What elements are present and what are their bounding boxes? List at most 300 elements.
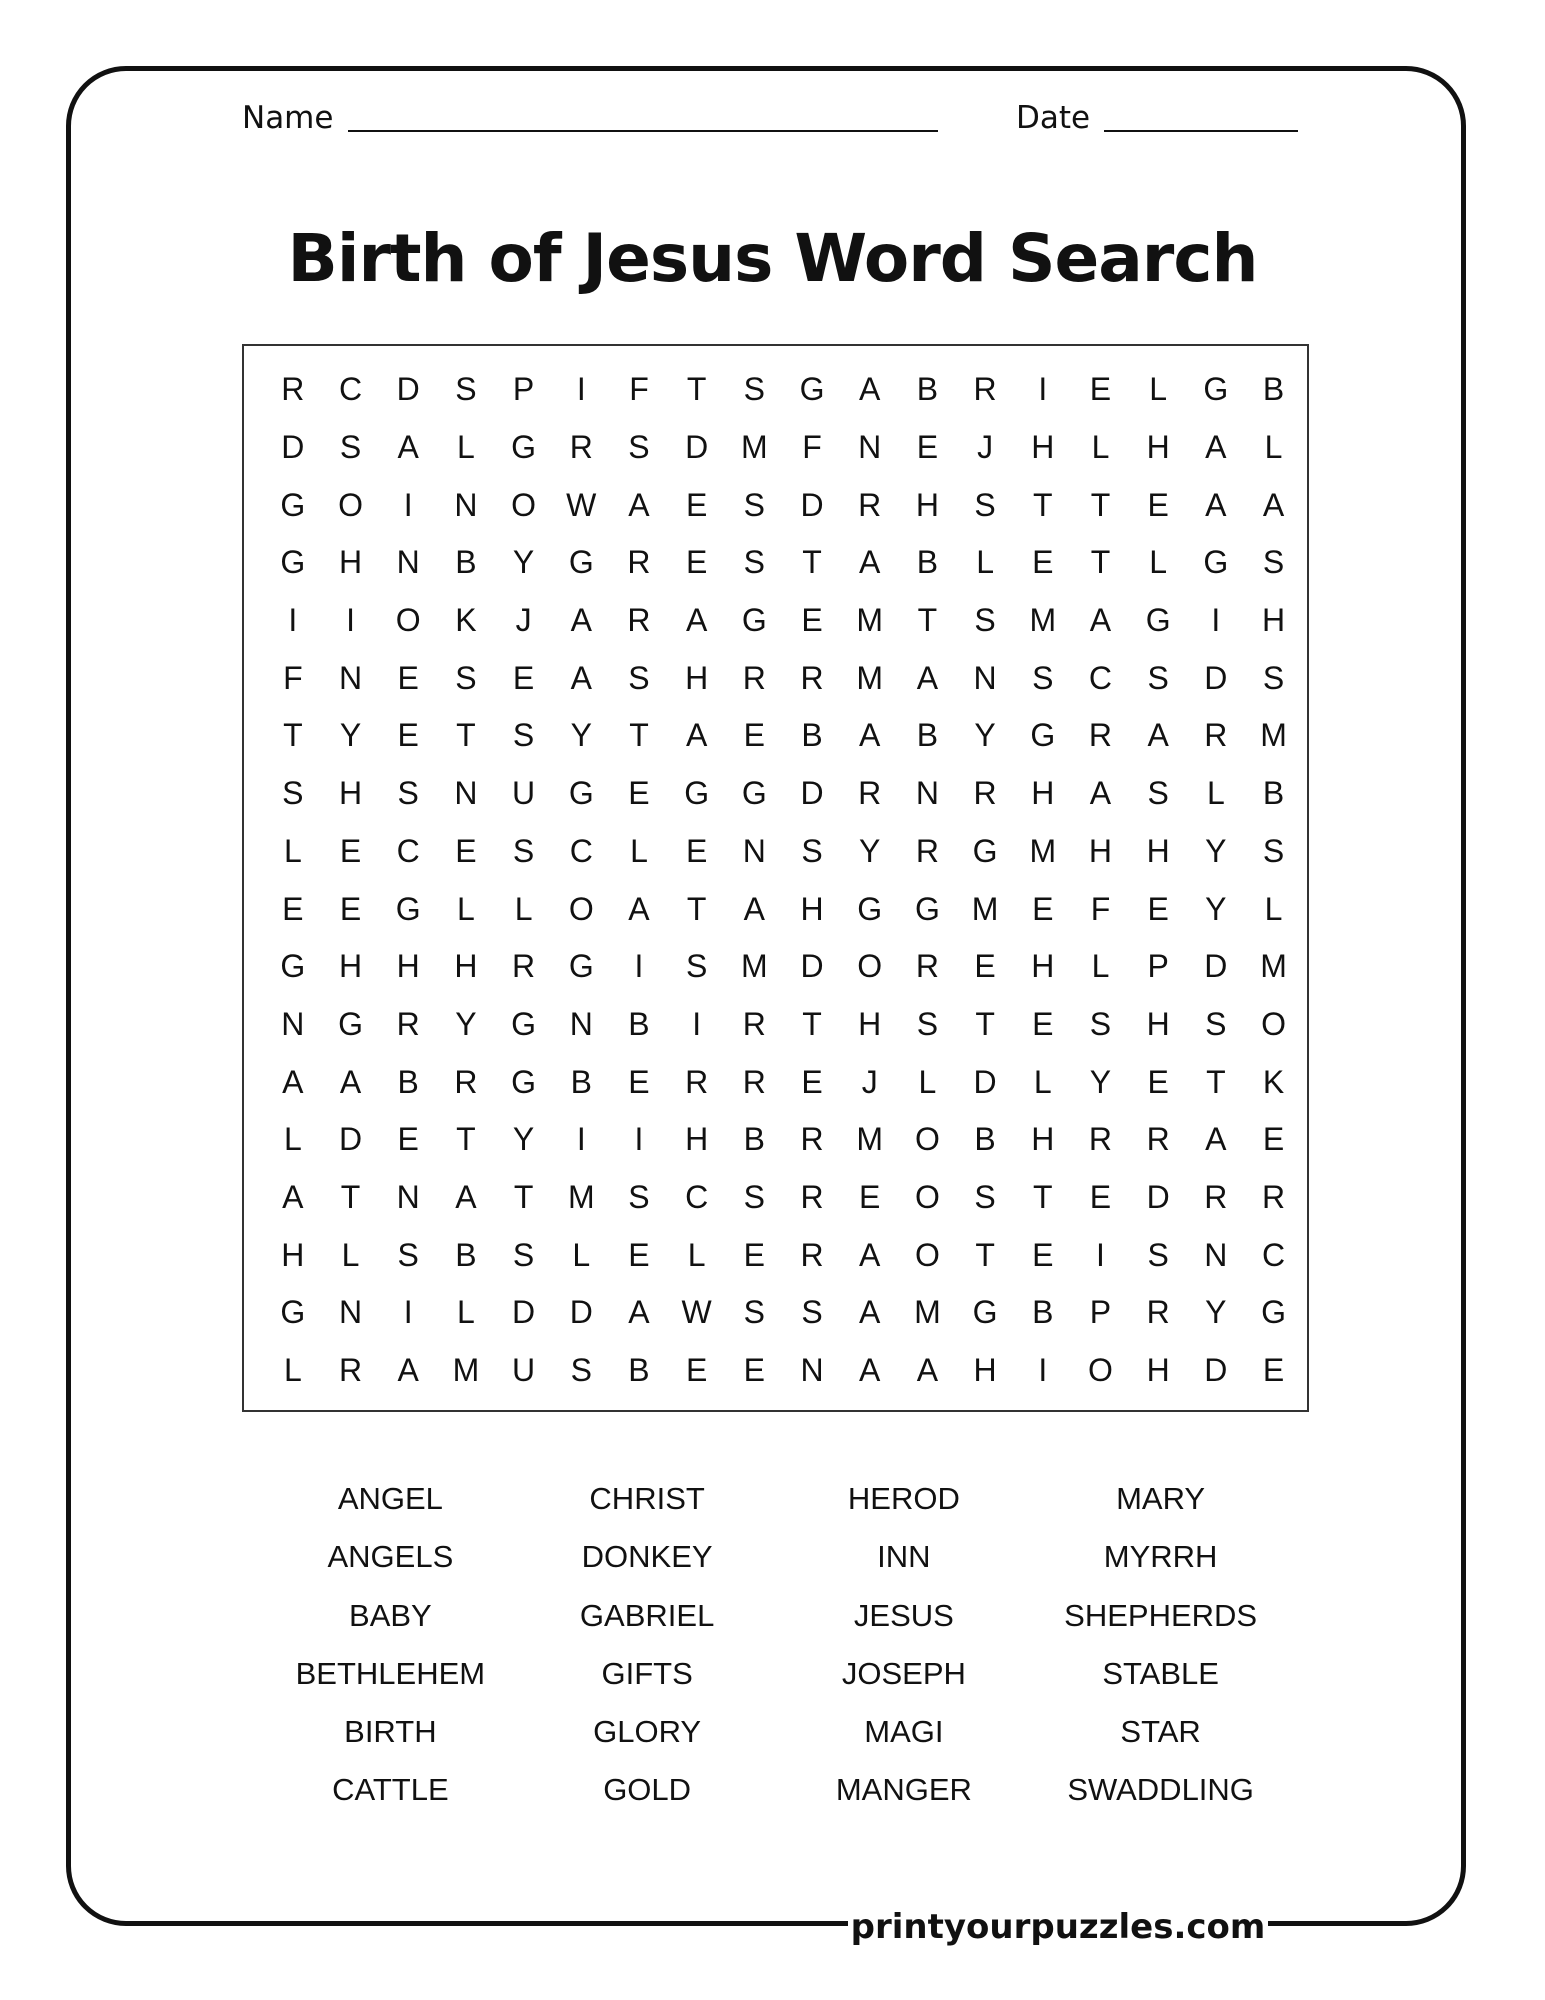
grid-letter[interactable]: H <box>915 486 939 523</box>
grid-letter[interactable]: B <box>628 1352 650 1389</box>
grid-letter[interactable]: G <box>280 948 306 985</box>
grid-letter[interactable]: S <box>801 1294 823 1331</box>
grid-letter[interactable]: R <box>915 832 939 869</box>
grid-letter[interactable]: E <box>743 1352 766 1389</box>
grid-letter[interactable]: N <box>396 1178 420 1215</box>
grid-letter[interactable]: Y <box>1205 832 1227 869</box>
grid-letter[interactable]: M <box>914 1294 941 1331</box>
grid-letter[interactable]: R <box>569 429 593 466</box>
grid-letter[interactable]: N <box>742 832 766 869</box>
grid-letter[interactable]: R <box>512 948 536 985</box>
grid-letter[interactable]: C <box>569 832 593 869</box>
grid-letter[interactable]: O <box>857 948 883 985</box>
grid-letter[interactable]: P <box>1089 1294 1112 1331</box>
grid-letter[interactable]: Y <box>339 717 362 754</box>
grid-letter[interactable]: M <box>856 659 884 696</box>
grid-letter[interactable]: G <box>1145 602 1171 639</box>
grid-letter[interactable]: H <box>1031 1121 1055 1158</box>
grid-letter[interactable]: B <box>397 1063 419 1100</box>
grid-letter[interactable]: S <box>974 486 996 523</box>
grid-letter[interactable]: E <box>397 717 419 754</box>
grid-letter[interactable]: T <box>629 717 649 754</box>
grid-letter[interactable]: A <box>628 486 650 523</box>
grid-letter[interactable]: E <box>685 1352 708 1389</box>
grid-letter[interactable]: I <box>576 1121 586 1158</box>
grid-letter[interactable]: B <box>628 1005 650 1042</box>
grid-letter[interactable]: Y <box>1089 1063 1112 1100</box>
grid-letter[interactable]: B <box>916 717 939 754</box>
grid-letter[interactable]: Y <box>512 1121 535 1158</box>
grid-letter[interactable]: M <box>1260 948 1287 985</box>
grid-letter[interactable]: D <box>396 371 420 408</box>
grid-letter[interactable]: D <box>569 1294 593 1331</box>
grid-letter[interactable]: A <box>570 659 592 696</box>
grid-letter[interactable]: E <box>974 948 996 985</box>
grid-letter[interactable]: D <box>973 1063 997 1100</box>
grid-letter[interactable]: K <box>455 602 477 639</box>
grid-letter[interactable]: I <box>403 486 413 523</box>
grid-letter[interactable]: R <box>1204 717 1228 754</box>
grid-letter[interactable]: E <box>1147 890 1169 927</box>
grid-letter[interactable]: T <box>686 371 707 408</box>
grid-letter[interactable]: A <box>455 1178 477 1215</box>
grid-letter[interactable]: H <box>396 948 420 985</box>
grid-letter[interactable]: G <box>511 1063 537 1100</box>
grid-letter[interactable]: L <box>1033 1063 1052 1100</box>
grid-letter[interactable]: R <box>627 544 651 581</box>
grid-letter[interactable]: H <box>685 1121 709 1158</box>
grid-letter[interactable]: S <box>1262 659 1285 696</box>
grid-letter[interactable]: R <box>1204 1178 1228 1215</box>
grid-letter[interactable]: K <box>1262 1063 1285 1100</box>
grid-letter[interactable]: F <box>802 429 822 466</box>
grid-letter[interactable]: U <box>512 775 536 812</box>
grid-letter[interactable]: G <box>1030 717 1056 754</box>
grid-letter[interactable]: L <box>630 832 648 869</box>
grid-letter[interactable]: L <box>1264 429 1283 466</box>
grid-letter[interactable]: H <box>338 775 363 812</box>
grid-letter[interactable]: E <box>628 775 650 812</box>
grid-letter[interactable]: A <box>859 1352 881 1389</box>
grid-letter[interactable]: T <box>686 890 707 927</box>
grid-letter[interactable]: G <box>1261 1294 1286 1331</box>
grid-letter[interactable]: H <box>1031 429 1055 466</box>
grid-letter[interactable]: D <box>338 1121 363 1158</box>
grid-letter[interactable]: Y <box>974 717 996 754</box>
grid-letter[interactable]: L <box>687 1236 706 1273</box>
grid-letter[interactable]: G <box>1203 371 1229 408</box>
grid-letter[interactable]: N <box>800 1352 824 1389</box>
grid-letter[interactable]: L <box>1206 775 1225 812</box>
grid-letter[interactable]: S <box>1147 659 1169 696</box>
grid-letter[interactable]: I <box>346 602 355 639</box>
grid-letter[interactable]: B <box>801 717 823 754</box>
grid-letter[interactable]: M <box>567 1178 595 1215</box>
grid-letter[interactable]: B <box>1262 371 1285 408</box>
grid-letter[interactable]: E <box>1032 1005 1054 1042</box>
grid-letter[interactable]: Y <box>1205 890 1227 927</box>
grid-letter[interactable]: O <box>1261 1005 1286 1042</box>
grid-letter[interactable]: A <box>685 717 708 754</box>
grid-letter[interactable]: H <box>973 1352 997 1389</box>
grid-letter[interactable]: E <box>685 544 708 581</box>
grid-letter[interactable]: H <box>800 890 824 927</box>
grid-letter[interactable]: F <box>629 371 649 408</box>
grid-letter[interactable]: R <box>800 1236 824 1273</box>
grid-letter[interactable]: M <box>856 1121 884 1158</box>
grid-letter[interactable]: Y <box>512 544 535 581</box>
grid-letter[interactable]: S <box>1032 659 1054 696</box>
grid-letter[interactable]: G <box>280 544 306 581</box>
grid-letter[interactable]: H <box>1146 1005 1170 1042</box>
grid-letter[interactable]: R <box>742 659 766 696</box>
grid-letter[interactable]: E <box>1262 1121 1285 1158</box>
grid-letter[interactable]: S <box>397 775 419 812</box>
grid-letter[interactable]: E <box>1089 371 1112 408</box>
grid-letter[interactable]: I <box>1211 602 1221 639</box>
grid-letter[interactable]: Y <box>455 1005 477 1042</box>
grid-letter[interactable]: A <box>859 371 881 408</box>
grid-letter[interactable]: C <box>685 1178 709 1215</box>
grid-letter[interactable]: B <box>1262 775 1285 812</box>
grid-letter[interactable]: A <box>859 717 881 754</box>
grid-letter[interactable]: W <box>681 1294 712 1331</box>
grid-letter[interactable]: G <box>799 371 825 408</box>
grid-letter[interactable]: A <box>628 1294 650 1331</box>
grid-letter[interactable]: L <box>283 1352 302 1389</box>
grid-letter[interactable]: H <box>1261 602 1286 639</box>
grid-letter[interactable]: A <box>859 1236 881 1273</box>
grid-letter[interactable]: E <box>685 832 708 869</box>
grid-letter[interactable]: N <box>454 486 478 523</box>
grid-letter[interactable]: M <box>741 429 768 466</box>
grid-letter[interactable]: J <box>515 602 532 639</box>
grid-letter[interactable]: A <box>1089 602 1112 639</box>
grid-letter[interactable]: R <box>973 775 997 812</box>
grid-letter[interactable]: L <box>1264 890 1283 927</box>
grid-letter[interactable]: M <box>856 602 884 639</box>
grid-letter[interactable]: O <box>511 486 537 523</box>
grid-letter[interactable]: E <box>339 832 362 869</box>
grid-letter[interactable]: S <box>628 429 650 466</box>
grid-letter[interactable]: A <box>282 1063 304 1100</box>
grid-letter[interactable]: D <box>1146 1178 1170 1215</box>
grid-letter[interactable]: D <box>1204 1352 1228 1389</box>
grid-letter[interactable]: S <box>1205 1005 1227 1042</box>
grid-letter[interactable]: C <box>396 832 420 869</box>
grid-letter[interactable]: F <box>283 659 303 696</box>
grid-letter[interactable]: A <box>1262 486 1285 523</box>
grid-letter[interactable]: A <box>1205 429 1227 466</box>
grid-letter[interactable]: S <box>1147 775 1169 812</box>
grid-letter[interactable]: N <box>338 1294 363 1331</box>
grid-letter[interactable]: R <box>1088 717 1113 754</box>
grid-letter[interactable]: N <box>338 659 363 696</box>
grid-letter[interactable]: D <box>685 429 709 466</box>
grid-letter[interactable]: I <box>634 1121 644 1158</box>
grid-letter[interactable]: S <box>743 1178 766 1215</box>
grid-letter[interactable]: O <box>1088 1352 1113 1389</box>
grid-letter[interactable]: S <box>455 371 477 408</box>
grid-letter[interactable]: L <box>457 429 475 466</box>
grid-letter[interactable]: B <box>974 1121 996 1158</box>
grid-letter[interactable]: E <box>397 659 419 696</box>
grid-letter[interactable]: L <box>1091 948 1110 985</box>
grid-letter[interactable]: O <box>914 1178 940 1215</box>
grid-letter[interactable]: G <box>972 1294 998 1331</box>
grid-letter[interactable]: H <box>1146 832 1170 869</box>
grid-letter[interactable]: G <box>1203 544 1229 581</box>
grid-letter[interactable]: P <box>1147 948 1169 985</box>
grid-letter[interactable]: A <box>570 602 592 639</box>
grid-letter[interactable]: M <box>1029 832 1057 869</box>
grid-letter[interactable]: W <box>566 486 597 523</box>
grid-letter[interactable]: F <box>1090 890 1111 927</box>
grid-letter[interactable]: T <box>283 717 303 754</box>
grid-letter[interactable]: E <box>339 890 362 927</box>
grid-letter[interactable]: L <box>283 832 302 869</box>
grid-letter[interactable]: T <box>802 544 822 581</box>
grid-letter[interactable]: D <box>512 1294 536 1331</box>
grid-letter[interactable]: E <box>1262 1352 1285 1389</box>
grid-letter[interactable]: C <box>1088 659 1113 696</box>
grid-letter[interactable]: N <box>1204 1236 1228 1273</box>
grid-letter[interactable]: A <box>397 1352 419 1389</box>
grid-letter[interactable]: L <box>514 890 533 927</box>
grid-letter[interactable]: E <box>916 429 939 466</box>
grid-letter[interactable]: H <box>1088 832 1113 869</box>
grid-letter[interactable]: T <box>340 1178 361 1215</box>
grid-letter[interactable]: S <box>743 544 766 581</box>
grid-letter[interactable]: H <box>685 659 709 696</box>
grid-letter[interactable]: T <box>456 717 476 754</box>
grid-letter[interactable]: I <box>1038 1352 1048 1389</box>
grid-letter[interactable]: A <box>916 659 939 696</box>
grid-letter[interactable]: H <box>338 948 363 985</box>
grid-letter[interactable]: G <box>684 775 710 812</box>
grid-letter[interactable]: E <box>859 1178 881 1215</box>
grid-letter[interactable]: S <box>628 659 650 696</box>
grid-letter[interactable]: T <box>1206 1063 1226 1100</box>
grid-letter[interactable]: R <box>1261 1178 1286 1215</box>
grid-letter[interactable]: I <box>403 1294 413 1331</box>
grid-letter[interactable]: B <box>570 1063 592 1100</box>
grid-letter[interactable]: E <box>1032 890 1054 927</box>
grid-letter[interactable]: R <box>742 1005 766 1042</box>
grid-letter[interactable]: M <box>971 890 999 927</box>
grid-letter[interactable]: H <box>858 1005 882 1042</box>
grid-letter[interactable]: D <box>800 775 824 812</box>
grid-letter[interactable]: A <box>282 1178 304 1215</box>
grid-letter[interactable]: E <box>282 890 304 927</box>
grid-letter[interactable]: R <box>1146 1121 1170 1158</box>
grid-letter[interactable]: N <box>569 1005 593 1042</box>
grid-letter[interactable]: G <box>280 486 306 523</box>
grid-letter[interactable]: O <box>568 890 594 927</box>
grid-letter[interactable]: A <box>743 890 766 927</box>
grid-letter[interactable]: S <box>1262 544 1285 581</box>
grid-letter[interactable]: E <box>455 832 477 869</box>
grid-letter[interactable]: L <box>341 1236 360 1273</box>
grid-letter[interactable]: P <box>512 371 535 408</box>
grid-letter[interactable]: E <box>397 1121 419 1158</box>
grid-letter[interactable]: A <box>397 429 419 466</box>
grid-letter[interactable]: L <box>1149 544 1168 581</box>
grid-letter[interactable]: E <box>628 1236 650 1273</box>
grid-letter[interactable]: N <box>858 429 882 466</box>
grid-letter[interactable]: D <box>800 948 824 985</box>
grid-letter[interactable]: A <box>1205 1121 1227 1158</box>
grid-letter[interactable]: L <box>918 1063 937 1100</box>
grid-letter[interactable]: E <box>743 1236 766 1273</box>
grid-letter[interactable]: B <box>916 544 939 581</box>
grid-letter[interactable]: E <box>1147 1063 1169 1100</box>
grid-letter[interactable]: R <box>973 371 997 408</box>
grid-letter[interactable]: G <box>857 890 883 927</box>
grid-letter[interactable]: S <box>282 775 304 812</box>
grid-letter[interactable]: L <box>457 890 475 927</box>
grid-letter[interactable]: E <box>1032 544 1054 581</box>
grid-letter[interactable]: I <box>576 371 586 408</box>
grid-letter[interactable]: L <box>976 544 994 581</box>
grid-letter[interactable]: T <box>456 1121 476 1158</box>
grid-letter[interactable]: R <box>396 1005 420 1042</box>
grid-letter[interactable]: G <box>914 890 940 927</box>
grid-letter[interactable]: R <box>1088 1121 1113 1158</box>
grid-letter[interactable]: G <box>511 1005 537 1042</box>
grid-letter[interactable]: A <box>1205 486 1227 523</box>
grid-letter[interactable]: O <box>395 602 421 639</box>
grid-letter[interactable]: H <box>1146 429 1170 466</box>
grid-letter[interactable]: R <box>800 1178 824 1215</box>
grid-letter[interactable]: S <box>512 1236 535 1273</box>
grid-letter[interactable]: G <box>741 775 767 812</box>
grid-letter[interactable]: H <box>281 1236 305 1273</box>
grid-letter[interactable]: C <box>338 371 363 408</box>
grid-letter[interactable]: B <box>455 544 477 581</box>
grid-letter[interactable]: D <box>281 429 305 466</box>
grid-letter[interactable]: D <box>800 486 824 523</box>
grid-letter[interactable]: S <box>974 1178 996 1215</box>
grid-letter[interactable]: R <box>685 1063 709 1100</box>
grid-letter[interactable]: S <box>512 832 535 869</box>
grid-letter[interactable]: J <box>861 1063 878 1100</box>
grid-letter[interactable]: G <box>568 544 594 581</box>
grid-letter[interactable]: T <box>802 1005 822 1042</box>
grid-letter[interactable]: G <box>338 1005 363 1042</box>
grid-letter[interactable]: I <box>692 1005 702 1042</box>
grid-letter[interactable]: S <box>916 1005 939 1042</box>
grid-letter[interactable]: S <box>801 832 823 869</box>
grid-letter[interactable]: E <box>1032 1236 1054 1273</box>
grid-letter[interactable]: R <box>627 602 651 639</box>
grid-letter[interactable]: O <box>914 1236 940 1273</box>
grid-letter[interactable]: A <box>1147 717 1169 754</box>
grid-letter[interactable]: R <box>742 1063 766 1100</box>
grid-letter[interactable]: R <box>800 1121 824 1158</box>
grid-letter[interactable]: I <box>1096 1236 1105 1273</box>
grid-letter[interactable]: R <box>281 371 305 408</box>
grid-letter[interactable]: I <box>634 948 644 985</box>
grid-letter[interactable]: M <box>741 948 768 985</box>
grid-letter[interactable]: T <box>1033 1178 1053 1215</box>
grid-letter[interactable]: M <box>1029 602 1057 639</box>
grid-letter[interactable]: T <box>975 1005 995 1042</box>
grid-letter[interactable]: B <box>916 371 939 408</box>
grid-letter[interactable]: G <box>741 602 767 639</box>
grid-letter[interactable]: D <box>1204 948 1228 985</box>
grid-letter[interactable]: G <box>568 775 594 812</box>
grid-letter[interactable]: L <box>1149 371 1168 408</box>
grid-letter[interactable]: S <box>339 429 362 466</box>
grid-letter[interactable]: A <box>859 544 881 581</box>
grid-letter[interactable]: U <box>512 1352 536 1389</box>
grid-letter[interactable]: A <box>916 1352 939 1389</box>
grid-letter[interactable]: S <box>512 717 535 754</box>
grid-letter[interactable]: A <box>339 1063 362 1100</box>
grid-letter[interactable]: M <box>1260 717 1287 754</box>
grid-letter[interactable]: N <box>454 775 478 812</box>
grid-letter[interactable]: S <box>685 948 708 985</box>
grid-letter[interactable]: H <box>1146 1352 1170 1389</box>
grid-letter[interactable]: I <box>1038 371 1048 408</box>
grid-letter[interactable]: T <box>1090 486 1111 523</box>
grid-letter[interactable]: L <box>283 1121 302 1158</box>
grid-letter[interactable]: M <box>452 1352 480 1389</box>
grid-letter[interactable]: N <box>973 659 997 696</box>
grid-letter[interactable]: Y <box>1205 1294 1227 1331</box>
grid-letter[interactable]: C <box>1261 1236 1286 1273</box>
grid-letter[interactable]: H <box>338 544 363 581</box>
grid-letter[interactable]: N <box>396 544 420 581</box>
grid-letter[interactable]: E <box>628 1063 650 1100</box>
grid-letter[interactable]: S <box>974 602 996 639</box>
grid-letter[interactable]: S <box>397 1236 419 1273</box>
grid-letter[interactable]: J <box>977 429 994 466</box>
grid-letter[interactable]: G <box>280 1294 306 1331</box>
grid-letter[interactable]: G <box>972 832 998 869</box>
grid-letter[interactable]: R <box>338 1352 363 1389</box>
grid-letter[interactable]: G <box>568 948 594 985</box>
grid-letter[interactable]: D <box>1204 659 1228 696</box>
grid-letter[interactable]: G <box>511 429 537 466</box>
grid-letter[interactable]: N <box>281 1005 305 1042</box>
grid-letter[interactable]: S <box>628 1178 650 1215</box>
grid-letter[interactable]: S <box>1262 832 1285 869</box>
grid-letter[interactable]: R <box>858 486 882 523</box>
grid-letter[interactable]: R <box>800 659 824 696</box>
grid-letter[interactable]: Y <box>859 832 881 869</box>
grid-letter[interactable]: R <box>915 948 939 985</box>
grid-letter[interactable]: T <box>975 1236 995 1273</box>
grid-letter[interactable]: L <box>572 1236 591 1273</box>
grid-letter[interactable]: B <box>455 1236 477 1273</box>
grid-letter[interactable]: E <box>1089 1178 1112 1215</box>
grid-letter[interactable]: S <box>1089 1005 1112 1042</box>
grid-letter[interactable]: L <box>1091 429 1110 466</box>
grid-letter[interactable]: E <box>743 717 766 754</box>
grid-letter[interactable]: T <box>1090 544 1111 581</box>
grid-letter[interactable]: A <box>1089 775 1112 812</box>
grid-letter[interactable]: O <box>338 486 363 523</box>
grid-letter[interactable]: G <box>395 890 421 927</box>
grid-letter[interactable]: R <box>858 775 882 812</box>
grid-letter[interactable]: S <box>743 371 766 408</box>
grid-letter[interactable]: H <box>1031 948 1055 985</box>
grid-letter[interactable]: Y <box>570 717 592 754</box>
grid-letter[interactable]: S <box>455 659 477 696</box>
grid-letter[interactable]: S <box>1147 1236 1169 1273</box>
